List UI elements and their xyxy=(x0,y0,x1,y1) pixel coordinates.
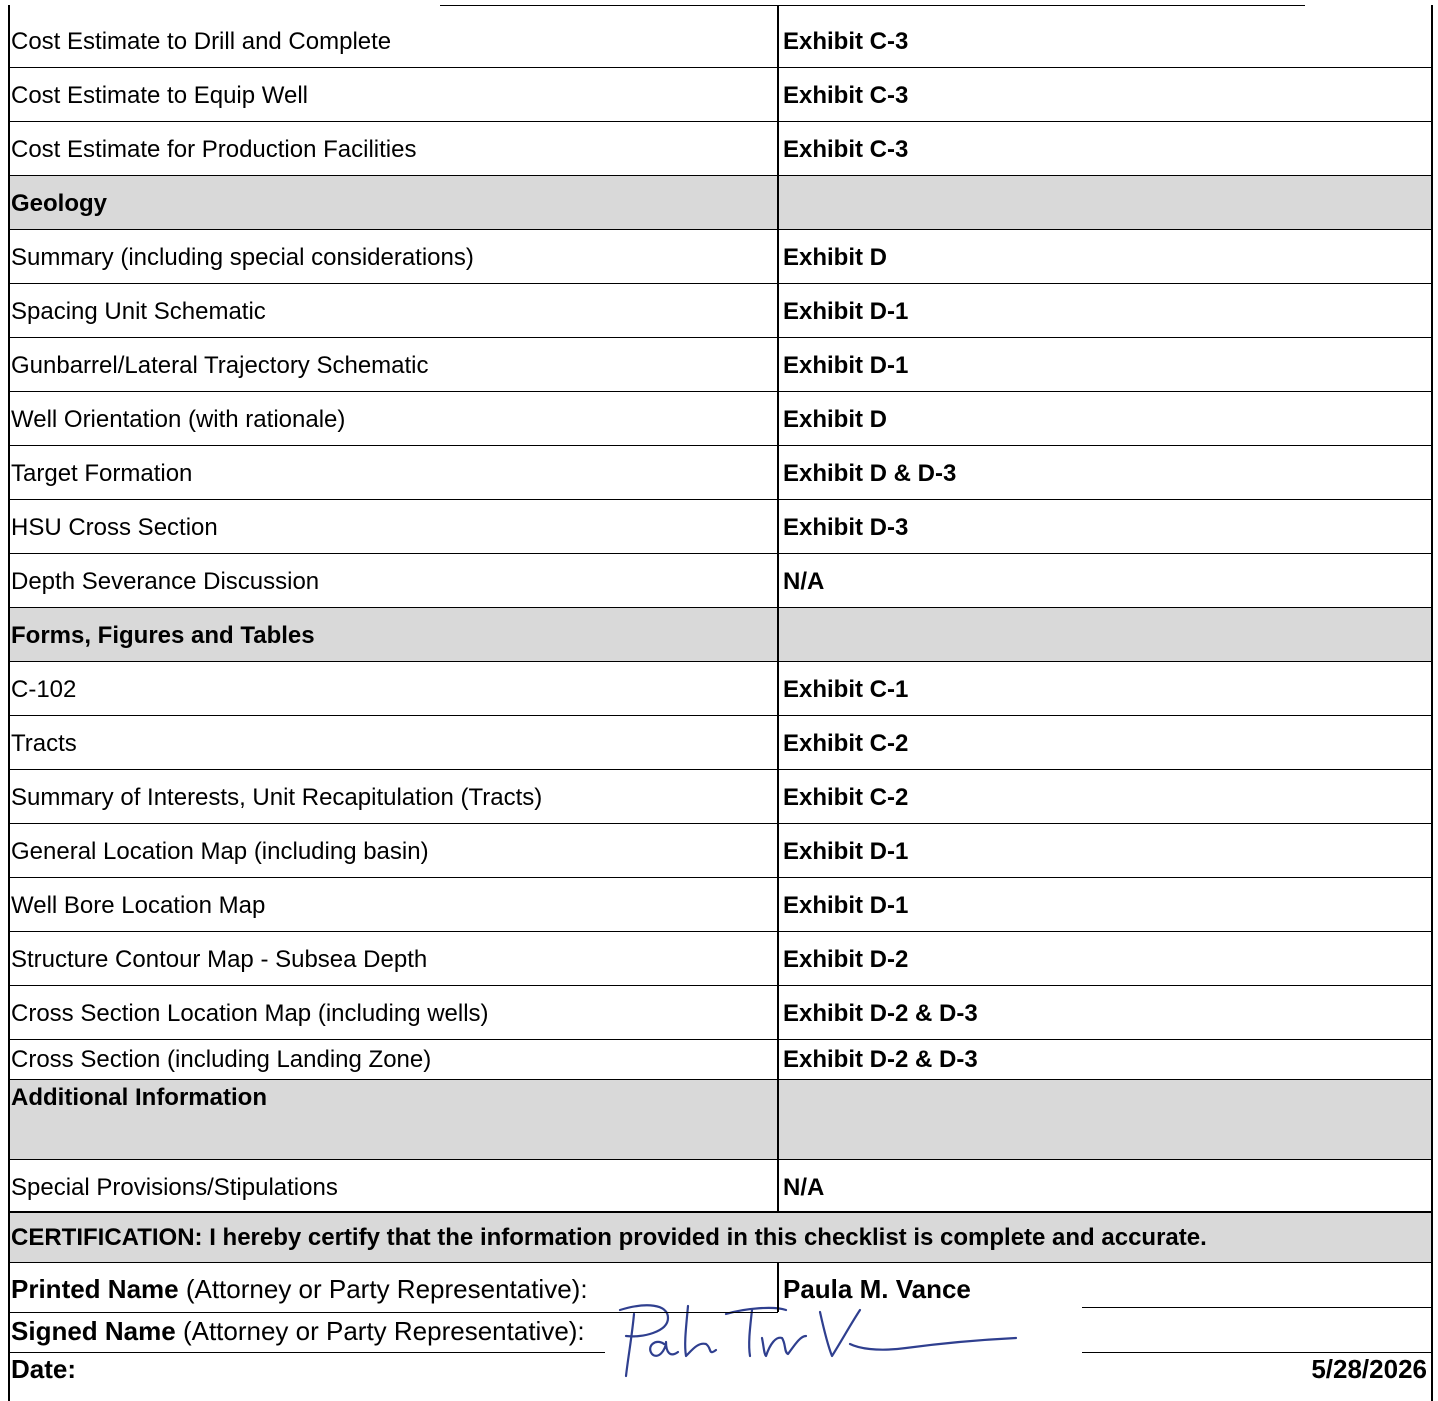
table-row xyxy=(8,1040,1433,1080)
section-header-row xyxy=(8,608,1433,662)
table-row xyxy=(8,122,1433,176)
item-exhibit: Exhibit D xyxy=(783,406,888,433)
item-label: Cross Section (including Landing Zone) xyxy=(11,1046,432,1073)
item-label: Well Bore Location Map xyxy=(11,892,266,919)
item-label: Cost Estimate for Production Facilities xyxy=(11,136,417,163)
item-exhibit: Exhibit D-1 xyxy=(783,352,909,379)
item-label: Gunbarrel/Lateral Trajectory Schematic xyxy=(11,352,429,379)
item-exhibit: Exhibit C-3 xyxy=(783,82,909,109)
section-header-row xyxy=(8,1080,1433,1160)
table-row xyxy=(8,662,1433,716)
item-label: Spacing Unit Schematic xyxy=(11,298,266,325)
printed-bottom-line-left xyxy=(8,1312,778,1313)
top-border xyxy=(440,5,1305,6)
column-divider xyxy=(777,5,779,1212)
section-title: Forms, Figures and Tables xyxy=(11,622,315,649)
item-exhibit: Exhibit D-3 xyxy=(783,514,909,541)
table-row xyxy=(8,932,1433,986)
table-row xyxy=(8,446,1433,500)
table-row xyxy=(8,554,1433,608)
table-row xyxy=(8,338,1433,392)
table-row xyxy=(8,770,1433,824)
printed-name-value: Paula M. Vance xyxy=(783,1274,971,1304)
date-value: 5/28/2026 xyxy=(1311,1354,1427,1384)
item-label: Tracts xyxy=(11,730,77,757)
item-exhibit: Exhibit D-1 xyxy=(783,892,909,919)
item-exhibit: Exhibit D-2 xyxy=(783,946,909,973)
item-exhibit: Exhibit D & D-3 xyxy=(783,460,957,487)
item-exhibit: Exhibit D-1 xyxy=(783,838,909,865)
date-label: Date: xyxy=(11,1354,77,1384)
item-exhibit xyxy=(778,1080,1433,1160)
signed-name-label-bold: Signed Name xyxy=(11,1316,176,1346)
item-label: Cost Estimate to Equip Well xyxy=(11,82,309,109)
item-exhibit: N/A xyxy=(783,1174,825,1201)
table-row xyxy=(8,986,1433,1040)
table-row xyxy=(8,1160,1433,1212)
table-row xyxy=(8,878,1433,932)
item-exhibit: Exhibit C-3 xyxy=(783,136,909,163)
signature-image xyxy=(606,1292,1096,1382)
section-header-row xyxy=(8,176,1433,230)
table-row xyxy=(8,14,1433,68)
item-label: C-102 xyxy=(11,676,77,703)
column-divider-lower xyxy=(777,1262,779,1312)
item-label: Cross Section Location Map (including wells) xyxy=(11,1000,489,1027)
section-title: Additional Information xyxy=(11,1084,267,1111)
item-label: Well Orientation (with rationale) xyxy=(11,406,346,433)
item-label: Summary (including special considerations) xyxy=(11,244,474,271)
printed-bottom-line-right xyxy=(1082,1307,1433,1308)
left-border xyxy=(8,5,10,1401)
item-exhibit: N/A xyxy=(783,568,825,595)
item-label: Cost Estimate to Drill and Complete xyxy=(11,28,392,55)
item-exhibit: Exhibit C-2 xyxy=(783,784,909,811)
item-label: Special Provisions/Stipulations xyxy=(11,1174,338,1201)
right-border xyxy=(1431,5,1433,1401)
table-row xyxy=(8,284,1433,338)
printed-name-label-bold: Printed Name xyxy=(11,1274,179,1304)
certification-row xyxy=(8,1212,1433,1262)
item-exhibit: Exhibit C-1 xyxy=(783,676,909,703)
item-label: HSU Cross Section xyxy=(11,514,218,541)
item-exhibit xyxy=(778,176,1433,230)
table-row xyxy=(8,392,1433,446)
item-label: Summary of Interests, Unit Recapitulation (Tracts) xyxy=(11,784,543,811)
printed-name-label-rest: (Attorney or Party Representative): xyxy=(178,1274,588,1304)
item-label: Depth Severance Discussion xyxy=(11,568,320,595)
item-exhibit xyxy=(778,608,1433,662)
item-exhibit: Exhibit D-2 & D-3 xyxy=(783,1000,978,1027)
signed-name-label-rest: (Attorney or Party Representative): xyxy=(175,1316,585,1346)
item-exhibit: Exhibit C-2 xyxy=(783,730,909,757)
item-exhibit: Exhibit D-1 xyxy=(783,298,909,325)
item-label: General Location Map (including basin) xyxy=(11,838,429,865)
cert-top-line xyxy=(8,1212,1433,1213)
item-exhibit: Exhibit D-2 & D-3 xyxy=(783,1046,978,1073)
certification-text: CERTIFICATION: I hereby certify that the information provided in this checklist is complete and accurate. xyxy=(11,1224,1207,1251)
item-label: Structure Contour Map - Subsea Depth xyxy=(11,946,428,973)
section-title: Geology xyxy=(11,190,108,217)
signed-bottom-line-right xyxy=(1082,1352,1433,1353)
item-label: Target Formation xyxy=(11,460,193,487)
cert-bottom-line xyxy=(8,1262,1433,1263)
table-row xyxy=(8,824,1433,878)
table-row xyxy=(8,716,1433,770)
table-row xyxy=(8,230,1433,284)
table-row xyxy=(8,68,1433,122)
signed-bottom-line-left xyxy=(8,1352,605,1353)
table-row xyxy=(8,500,1433,554)
item-exhibit: Exhibit D xyxy=(783,244,888,271)
item-exhibit: Exhibit C-3 xyxy=(783,28,909,55)
